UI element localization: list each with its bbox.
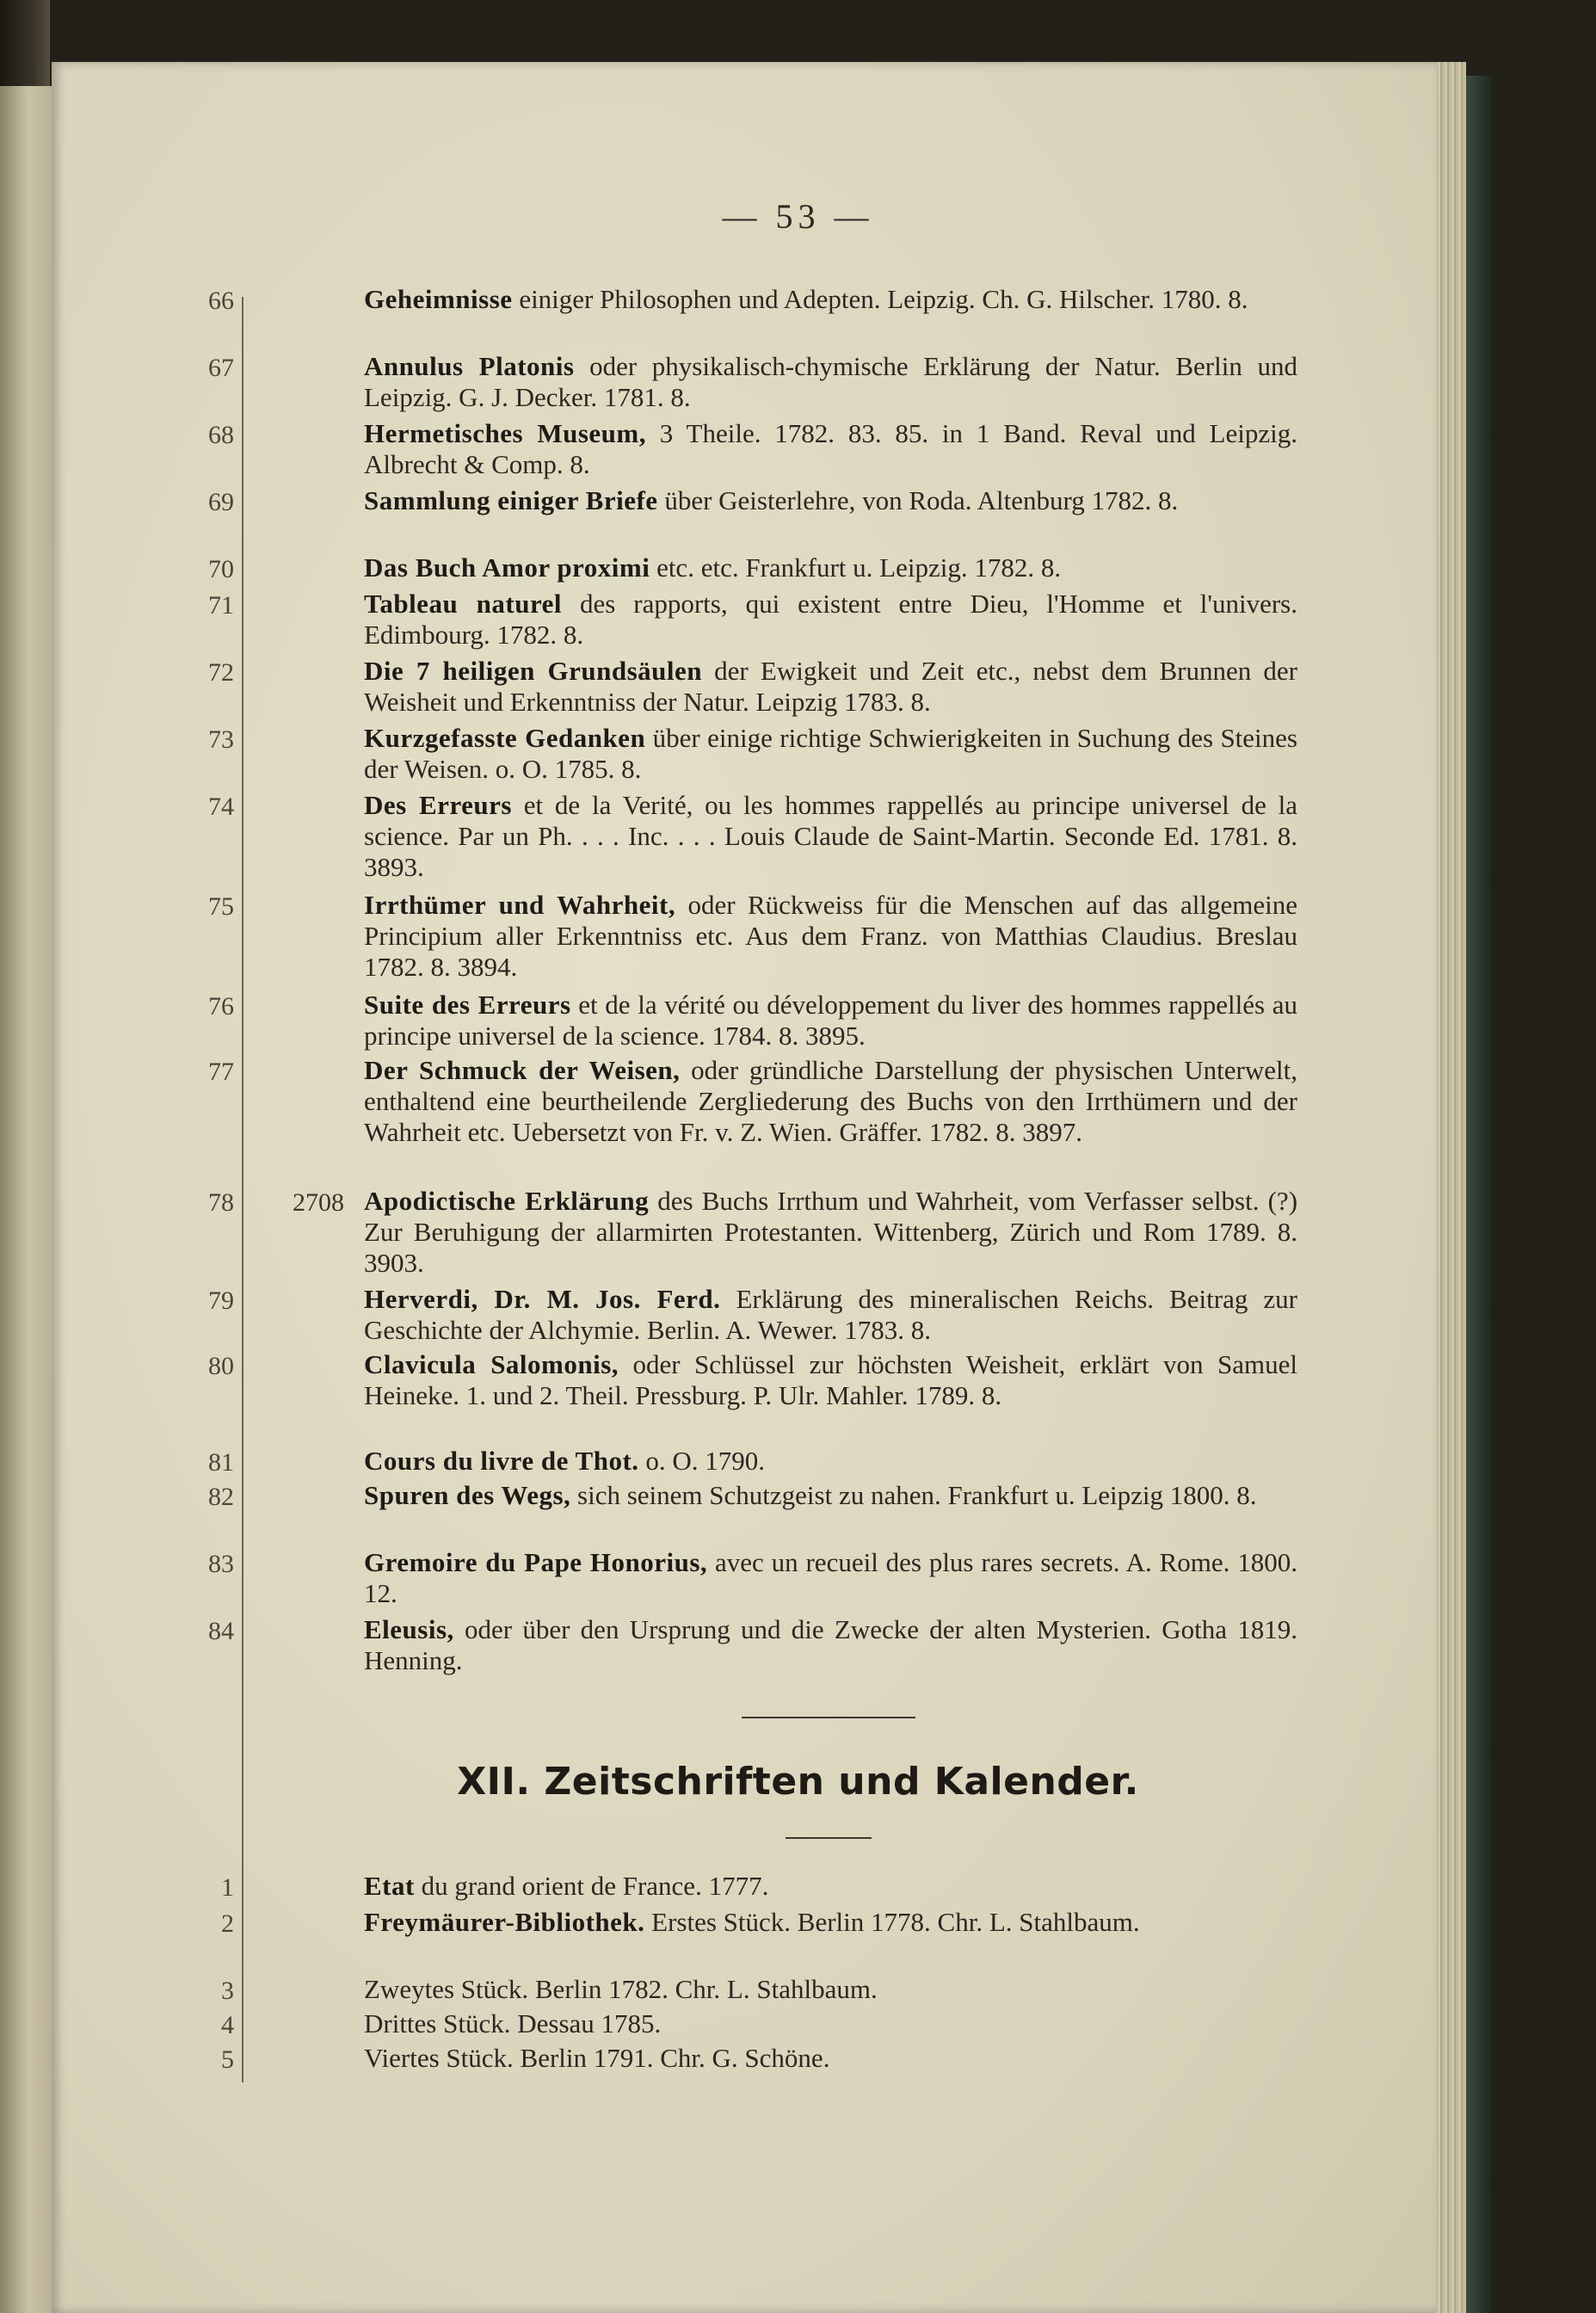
entry-details: Viertes Stück. Berlin 1791. Chr. G. Schöne. [364, 2043, 830, 2073]
section-heading: XII. Zeitschriften und Kalender. [457, 1760, 1139, 1804]
catalogue-entry [0, 1284, 1596, 1345]
entry-text [364, 1547, 1297, 1609]
entry-details: et de la Verité, ou les hommes rappellés au principe universel de la science. Par un Ph. . . . Inc. . . . Louis Claude de Saint-Martin. Seconde Ed. 1781. 8. 3893. [364, 790, 1297, 882]
entry-text [364, 1974, 1297, 2005]
entry-details: etc. etc. Frankfurt u. Leipzig. 1782. 8. [650, 552, 1062, 583]
entry-text [364, 485, 1297, 516]
entry-title: Der Schmuck der Weisen, [364, 1055, 681, 1085]
entry-text [364, 890, 1297, 983]
entry-title: Apodictische Erklärung [364, 1186, 650, 1216]
entry-number: 71 [208, 591, 234, 620]
entry-text [364, 656, 1297, 718]
section-divider-top [742, 1717, 915, 1718]
entry-title: Kurzgefasste Gedanken [364, 723, 646, 753]
entry-number: 72 [208, 658, 234, 687]
catalogue-entry [0, 284, 1596, 318]
catalogue-entry [0, 656, 1596, 717]
entry-title: Spuren des Wegs, [364, 1480, 571, 1510]
entry-number: 73 [208, 725, 234, 754]
catalogue-entry [0, 1349, 1596, 1410]
entry-details: Erstes Stück. Berlin 1778. Chr. L. Stahlbaum. [644, 1907, 1140, 1937]
catalogue-entry [0, 790, 1596, 882]
entry-details: o. O. 1790. [638, 1446, 765, 1476]
catalogue-entry [0, 589, 1596, 650]
entry-number: 83 [208, 1550, 234, 1578]
entry-text [364, 284, 1297, 315]
entry-details: Erklärung des mineralischen Reichs. Beitrag zur Geschichte der Alchymie. Berlin. A. Wewer. 1783. 8. [364, 1284, 1297, 1345]
entry-text [364, 790, 1297, 883]
entry-number: 80 [208, 1352, 234, 1380]
entry-title: Des Erreurs [364, 790, 512, 820]
periodical-entry [0, 1907, 1596, 1941]
entry-title: Geheimnisse [364, 284, 513, 314]
entry-details: des rapports, qui existent entre Dieu, l'Homme et l'univers. Edimbourg. 1782. 8. [364, 589, 1297, 650]
entry-number: 2 [221, 1909, 234, 1938]
periodical-entry [0, 1871, 1596, 1905]
entry-details: oder über den Ursprung und die Zwecke der alten Mysterien. Gotha 1819. Henning. [364, 1614, 1297, 1675]
entry-number: 77 [208, 1058, 234, 1086]
entry-number: 74 [208, 793, 234, 821]
entry-text [364, 1480, 1297, 1511]
entry-details: Zweytes Stück. Berlin 1782. Chr. L. Stahlbaum. [364, 1974, 878, 2004]
entry-details: sich seinem Schutzgeist zu nahen. Frankfurt u. Leipzig 1800. 8. [570, 1480, 1257, 1510]
catalogue-entry [0, 1055, 1596, 1147]
catalogue-entry [0, 1446, 1596, 1480]
catalogue-entry [0, 723, 1596, 784]
entry-title: Etat [364, 1871, 415, 1901]
entry-details: des Buchs Irrthum und Wahrheit, vom Verfasser selbst. (?) Zur Beruhigung der allarmirten Protestanten. Wittenberg, Zürich und Rom 1789. 8. 3903. [364, 1186, 1298, 1278]
entry-title: Suite des Erreurs [364, 990, 571, 1020]
entry-text [364, 589, 1297, 651]
entry-title: Cours du livre de Thot. [364, 1446, 639, 1476]
entry-details: et de la vérité ou développement du liver des hommes rappellés au principe universel de la science. 1784. 8. 3895. [364, 990, 1297, 1051]
entry-title: Clavicula Salomonis, [364, 1349, 619, 1379]
entry-text [364, 1284, 1297, 1346]
entry-number: 66 [208, 287, 234, 315]
entry-details: der Ewigkeit und Zeit etc., nebst dem Brunnen der Weisheit und Erkenntniss der Natur. Leipzig 1783. 8. [364, 656, 1297, 717]
catalogue-entry [0, 1480, 1596, 1514]
periodical-entry [0, 1974, 1596, 2008]
catalogue-entry [0, 552, 1596, 587]
entry-number: 82 [208, 1483, 234, 1511]
entry-text [364, 1446, 1297, 1477]
entry-title: Hermetisches Museum, [364, 418, 646, 448]
entry-title: Freymäurer-Bibliothek. [364, 1907, 645, 1937]
entry-text [364, 1614, 1297, 1676]
entry-number: 81 [208, 1448, 234, 1477]
entry-details: avec un recueil des plus rares secrets. A. Rome. 1800. 12. [364, 1547, 1297, 1608]
entry-title: Sammlung einiger Briefe [364, 485, 658, 515]
entry-text [364, 351, 1297, 413]
section-divider-bottom [786, 1837, 872, 1839]
entry-number: 75 [208, 892, 234, 921]
entry-title: Irrthümer und Wahrheit, [364, 890, 676, 920]
catalogue-entry [0, 890, 1596, 982]
entry-details: einiger Philosophen und Adepten. Leipzig. Ch. G. Hilscher. 1780. 8. [512, 284, 1248, 314]
entry-number: 4 [221, 2011, 234, 2039]
entry-title: Eleusis, [364, 1614, 454, 1644]
entry-text [364, 2008, 1297, 2039]
entry-number: 76 [208, 992, 234, 1021]
entry-number: 69 [208, 488, 234, 516]
entry-text [364, 1871, 1297, 1902]
catalogue-entry [0, 351, 1596, 412]
entry-text [364, 1349, 1297, 1411]
entry-title: Herverdi, Dr. M. Jos. Ferd. [364, 1284, 721, 1314]
entry-text [364, 552, 1297, 583]
entry-title: Tableau naturel [364, 589, 563, 619]
entry-number: 84 [208, 1617, 234, 1645]
entry-details: oder Schlüssel zur höchsten Weisheit, erklärt von Samuel Heineke. 1. und 2. Theil. Pressburg. P. Ulr. Mahler. 1789. 8. [364, 1349, 1297, 1410]
entry-text [364, 1907, 1297, 1938]
entry-details: oder gründliche Darstellung der physischen Unterwelt, enthaltend eine beurtheilende Zergliederung des Buchs von den Irrthümern und der Wahrheit etc. Uebersetzt von Fr. v. Z. Wien. Gräffer. 1782. 8. 3897. [364, 1055, 1298, 1147]
entry-details: du grand orient de France. 1777. [414, 1871, 769, 1901]
entry-text [364, 723, 1297, 785]
entry-details: über Geisterlehre, von Roda. Altenburg 1782. 8. [657, 485, 1179, 515]
periodical-entry [0, 2008, 1596, 2043]
entry-number: 67 [208, 354, 234, 382]
entry-title: Die 7 heiligen Grundsäulen [364, 656, 703, 686]
entry-number: 79 [208, 1286, 234, 1315]
catalogue-entry [0, 1614, 1596, 1675]
catalogue-entry [0, 485, 1596, 520]
entry-details: oder physikalisch-chymische Erklärung der Natur. Berlin und Leipzig. G. J. Decker. 1781. 8. [364, 351, 1297, 412]
entry-title: Annulus Platonis [364, 351, 575, 381]
entry-number: 5 [221, 2045, 234, 2074]
entry-details: oder Rückweiss für die Menschen auf das allgemeine Principium aller Erkenntniss etc. Aus dem Franz. von Matthias Claudius. Breslau 1782. 8. 3894. [364, 890, 1297, 982]
entry-text [364, 2043, 1297, 2074]
entry-number: 3 [221, 1977, 234, 2005]
entry-details: Drittes Stück. Dessau 1785. [364, 2008, 662, 2039]
entry-number: 70 [208, 555, 234, 583]
entry-number: 78 [208, 1188, 234, 1217]
page-number: — 53 — [722, 197, 874, 236]
periodical-entry [0, 2043, 1596, 2077]
entry-text [364, 418, 1297, 480]
entry-number: 68 [208, 421, 234, 449]
catalogue-entry [0, 1186, 1596, 1278]
catalogue-entry [0, 1547, 1596, 1608]
entry-title: Gremoire du Pape Honorius, [364, 1547, 708, 1577]
catalogue-entry [0, 990, 1596, 1051]
entry-code: 2708 [293, 1188, 344, 1217]
entry-text [364, 1055, 1297, 1148]
entry-text [364, 990, 1297, 1052]
entry-details: 3 Theile. 1782. 83. 85. in 1 Band. Reval und Leipzig. Albrecht & Comp. 8. [364, 418, 1297, 479]
entry-title: Das Buch Amor proximi [364, 552, 650, 583]
entry-number: 1 [221, 1873, 234, 1902]
entry-text [364, 1186, 1297, 1279]
entry-details: über einige richtige Schwierigkeiten in Suchung des Steines der Weisen. o. O. 1785. 8. [364, 723, 1297, 784]
catalogue-entry [0, 418, 1596, 479]
